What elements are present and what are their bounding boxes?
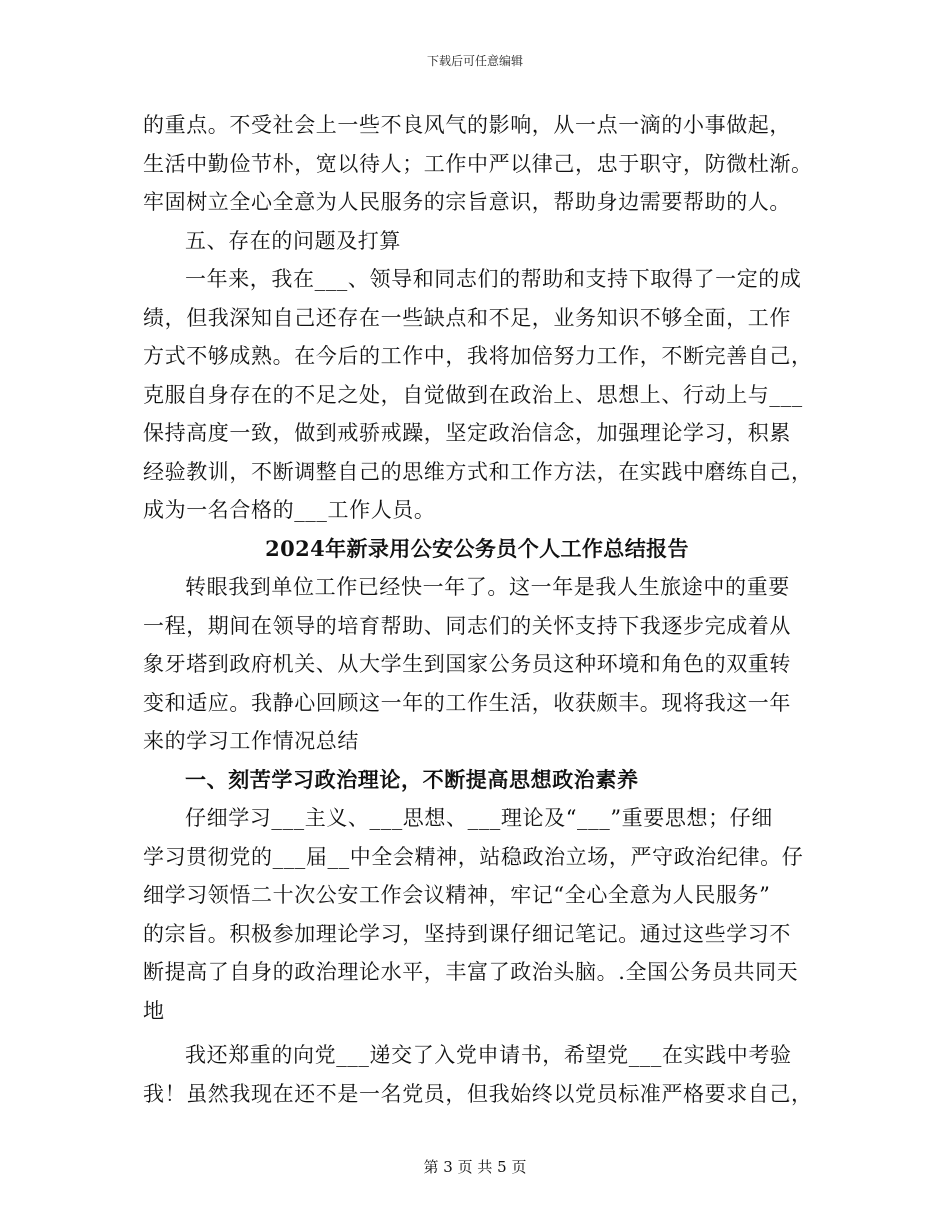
paragraph-line: 牢固树立全心全意为人民服务的宗旨意识，帮助身边需要帮助的人。 <box>143 190 791 214</box>
paragraph-line: 我！虽然我现在还不是一名党员，但我始终以党员标准严格要求自己， <box>143 1081 813 1106</box>
paragraph-line: 变和适应。我静心回顾这一年的工作生活，收获颇丰。现将我这一年 <box>143 690 791 715</box>
page-number: 第 3 页 共 5 页 <box>423 1158 527 1176</box>
paragraph-line: 绩，但我深知自己还存在一些缺点和不足，业务知识不够全面，工作 <box>143 305 791 330</box>
paragraph-line: 断提高了自身的政治理论水平，丰富了政治头脑。.全国公务员共同天 <box>143 960 799 984</box>
section-heading: 五、存在的问题及打算 <box>185 228 401 253</box>
paragraph-line: 转眼我到单位工作已经快一年了。这一年是我人生旅途中的重要 <box>185 575 790 599</box>
page-header: 下载后可任意编辑 <box>426 54 523 68</box>
paragraph-line: 一程，期间在领导的培育帮助、同志们的关怀支持下我逐步完成着从 <box>143 613 791 638</box>
paragraph-line: 成为一名合格的___工作人员。 <box>143 498 436 522</box>
section-heading: 一、刻苦学习政治理论，不断提高思想政治素养 <box>185 766 639 792</box>
paragraph-line: 学习贯彻党的___届__中全会精神，站稳政治立场，严守政治纪律。仔 <box>143 844 804 869</box>
paragraph-line: 的宗旨。积极参加理论学习，坚持到课仔细记笔记。通过这些学习不 <box>143 921 791 946</box>
paragraph-line: 仔细学习___主义、___思想、___理论及“___”重要思想；仔细 <box>185 806 773 830</box>
paragraph-line: 地 <box>143 998 165 1023</box>
document-body <box>143 106 811 1113</box>
paragraph-line: 我还郑重的向党___递交了入党申请书，希望党___在实践中考验 <box>185 1043 792 1067</box>
paragraph-line: 的重点。不受社会上一些不良风气的影响，从一点一滴的小事做起， <box>143 113 791 137</box>
paragraph-line: 来的学习工作情况总结 <box>143 729 359 753</box>
paragraph-line: 象牙塔到政府机关、从大学生到国家公务员这种环境和角色的双重转 <box>143 652 791 676</box>
document-title: 2024年新录用公安公务员个人工作总结报告 <box>265 535 689 561</box>
paragraph-line: 克服自身存在的不足之处，自觉做到在政治上、思想上、行动上与___ <box>143 382 803 407</box>
paragraph-line: 方式不够成熟。在今后的工作中，我将加倍努力工作，不断完善自己， <box>143 344 813 368</box>
paragraph-line: 生活中勤俭节朴，宽以待人；工作中严以律己，忠于职守，防微杜渐。 <box>143 151 813 176</box>
paragraph-line: 经验教训，不断调整自己的思维方式和工作方法，在实践中磨练自己， <box>143 459 813 484</box>
paragraph-line: 一年来，我在___、领导和同志们的帮助和支持下取得了一定的成 <box>185 267 802 291</box>
paragraph-line: 细学习领悟二十次公安工作会议精神，牢记“全心全意为人民服务” <box>143 883 771 907</box>
paragraph-line: 保持高度一致，做到戒骄戒躁，坚定政治信念，加强理论学习，积累 <box>143 421 791 445</box>
